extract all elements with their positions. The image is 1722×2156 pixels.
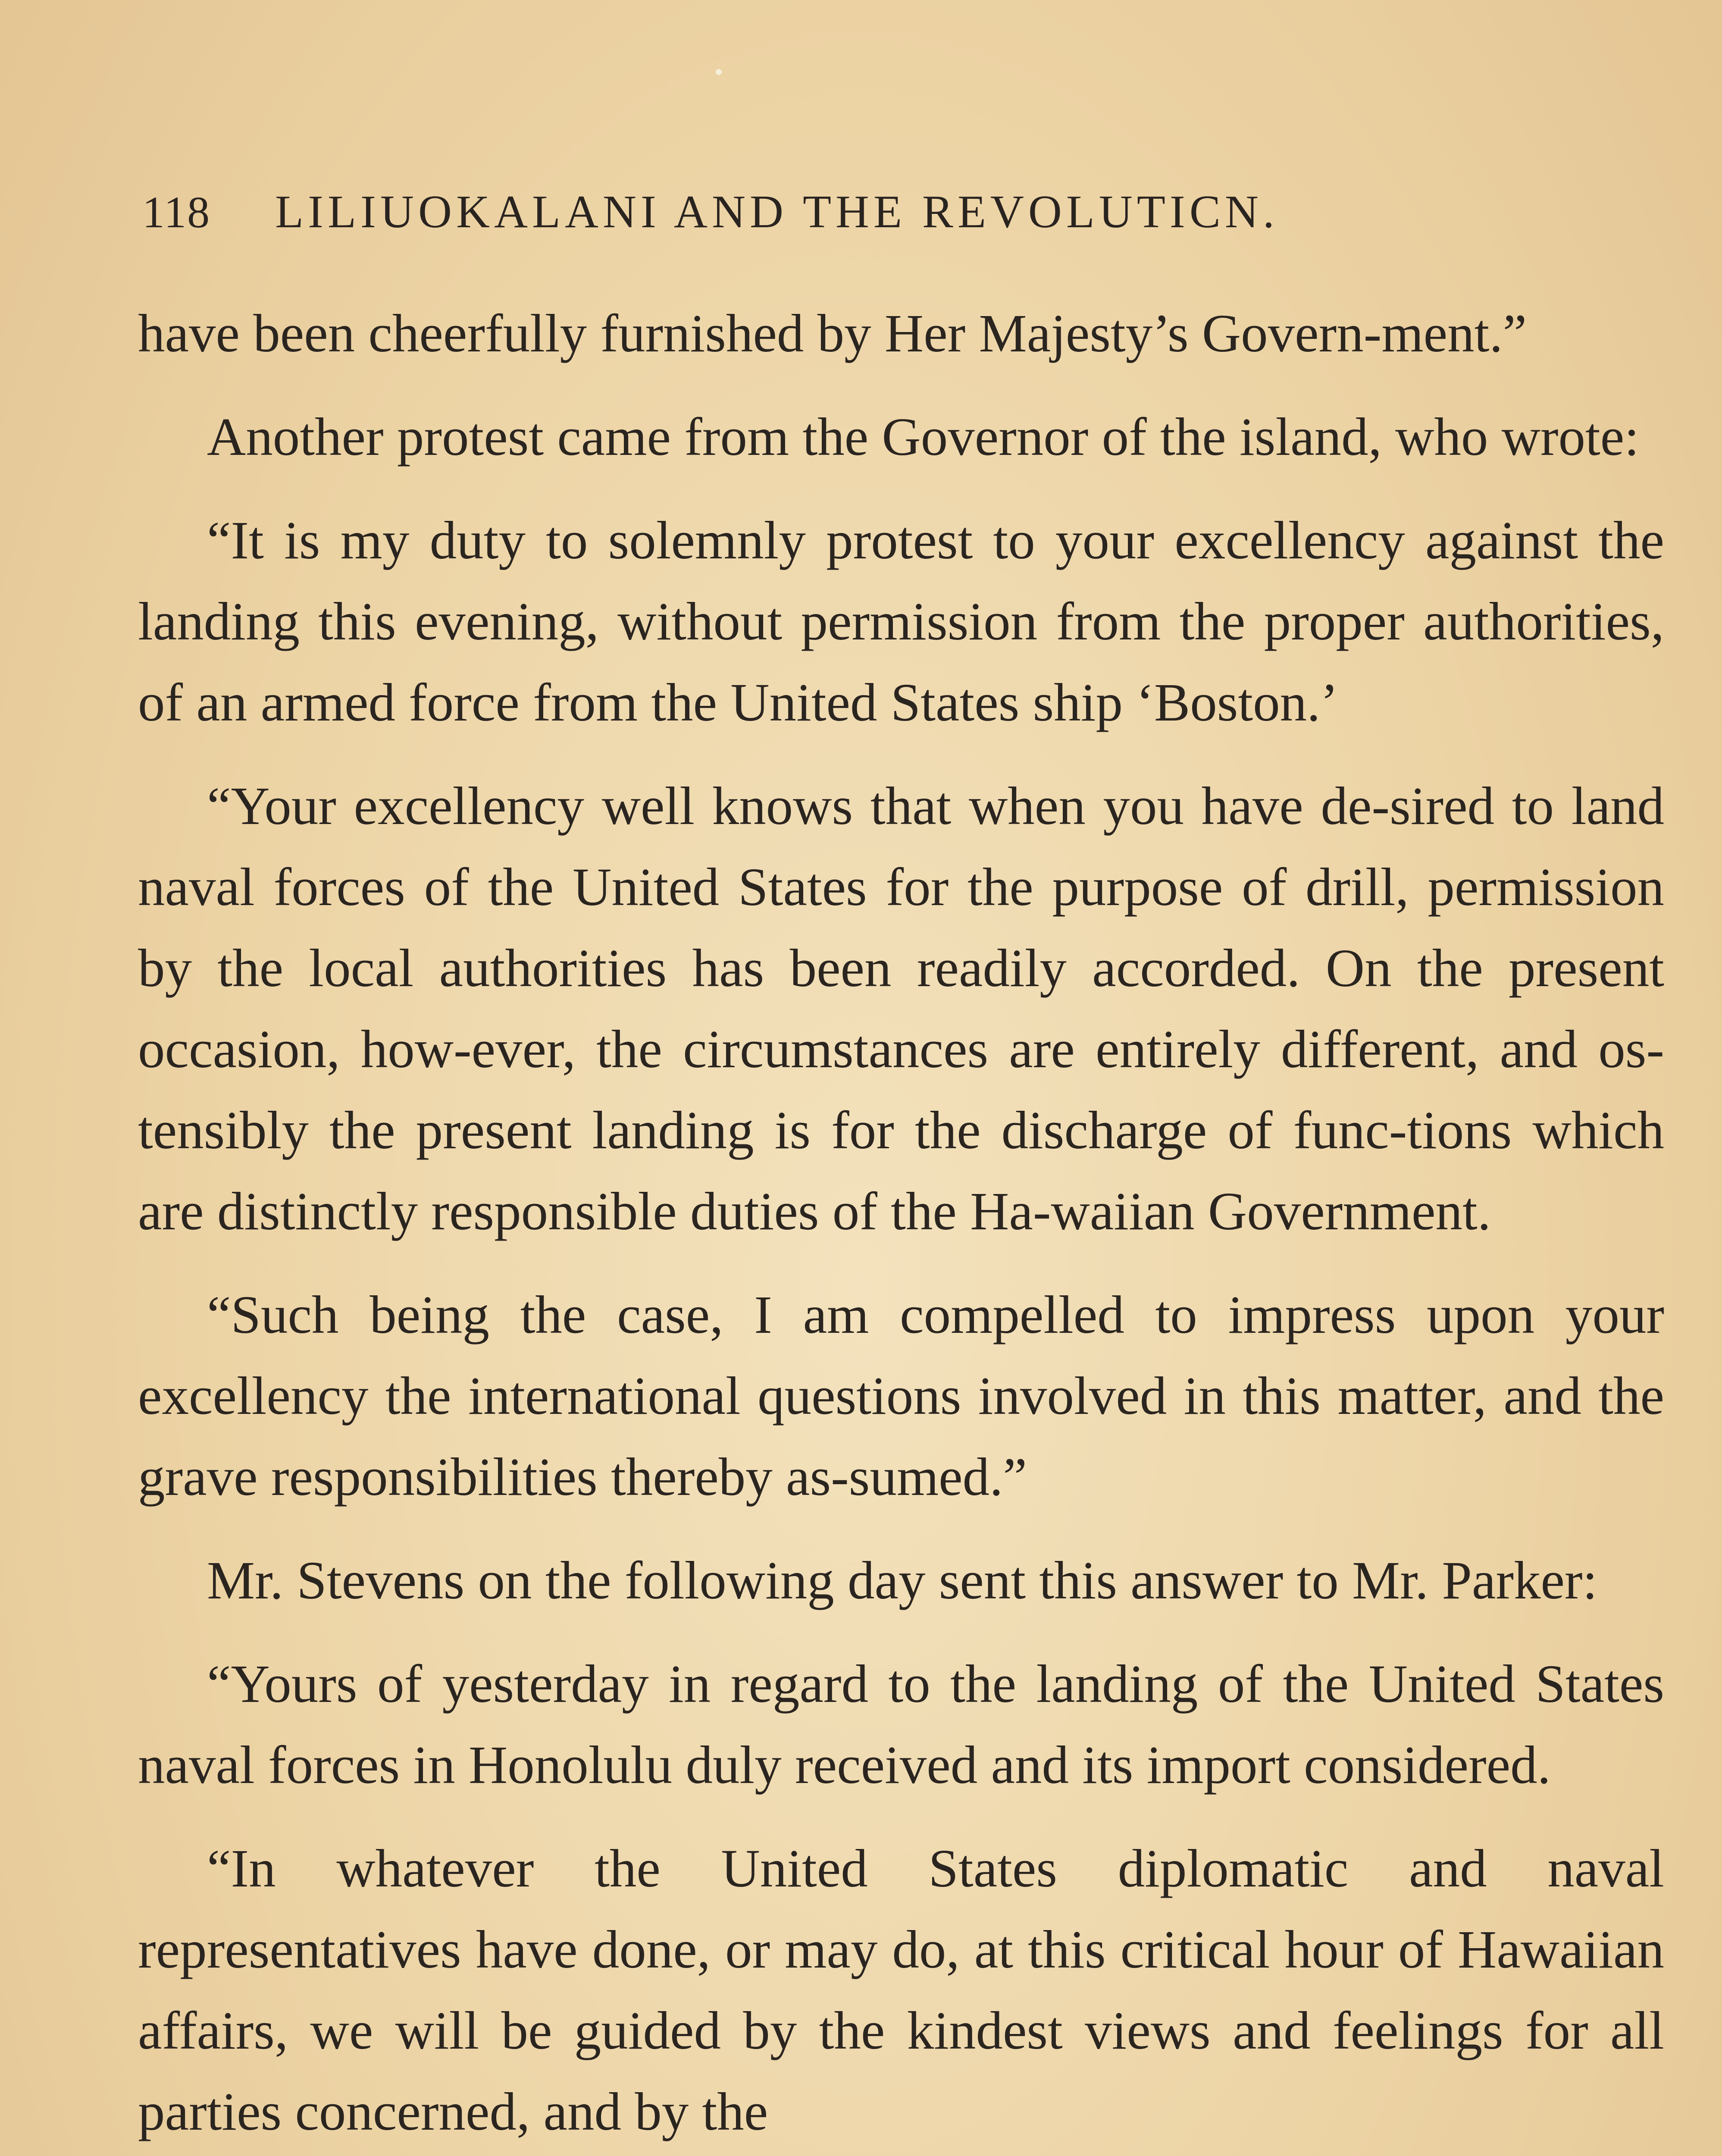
paragraph-quote: “In whatever the United States diplomatic and naval representatives have done, or may do, at this critical hour of Hawaiian affairs, we will be guided by the kindest views and feelings for all parties concerned, and by the (138, 1839, 1664, 2142)
paragraph: Another protest came from the Governor of the island, who wrote: (207, 407, 1639, 467)
page-header (142, 185, 1677, 250)
paragraph: Mr. Stevens on the following day sent this answer to Mr. Parker: (207, 1551, 1598, 1611)
page-number: 118 (142, 188, 211, 237)
paragraph-continuation: have been cheerfully furnished by Her Majesty’s Govern-ment.” (138, 304, 1527, 364)
paragraph-quote: “Your excellency well knows that when you have de-sired to land naval forces of the United States for the purpose of drill, permission by the local authorities has been readily accorded. On the present occasion, how-ever, the circumstances are entirely different, and os-tensibly the present landing is for the discharge of func-tions which are distinctly responsible duties of the Ha-waiian Government. (138, 777, 1664, 1241)
paragraph-quote: “Yours of yesterday in regard to the landing of the United States naval forces in Honolulu duly received and its import considered. (138, 1655, 1664, 1795)
running-title: LILIUOKALANI AND THE REVOLUTICN. (275, 186, 1279, 238)
paragraph-quote: “It is my duty to solemnly protest to your excellency against the landing this evening, without permission from the proper authorities, of an armed force from the United States ship ‘Boston.’ (138, 511, 1664, 733)
paragraph-quote: “Such being the case, I am compelled to impress upon your excellency the international questions involved in this matter, and the grave responsibilities thereby as-sumed.” (138, 1285, 1664, 1507)
body-text (138, 293, 1664, 2156)
paper-speck (716, 69, 722, 75)
